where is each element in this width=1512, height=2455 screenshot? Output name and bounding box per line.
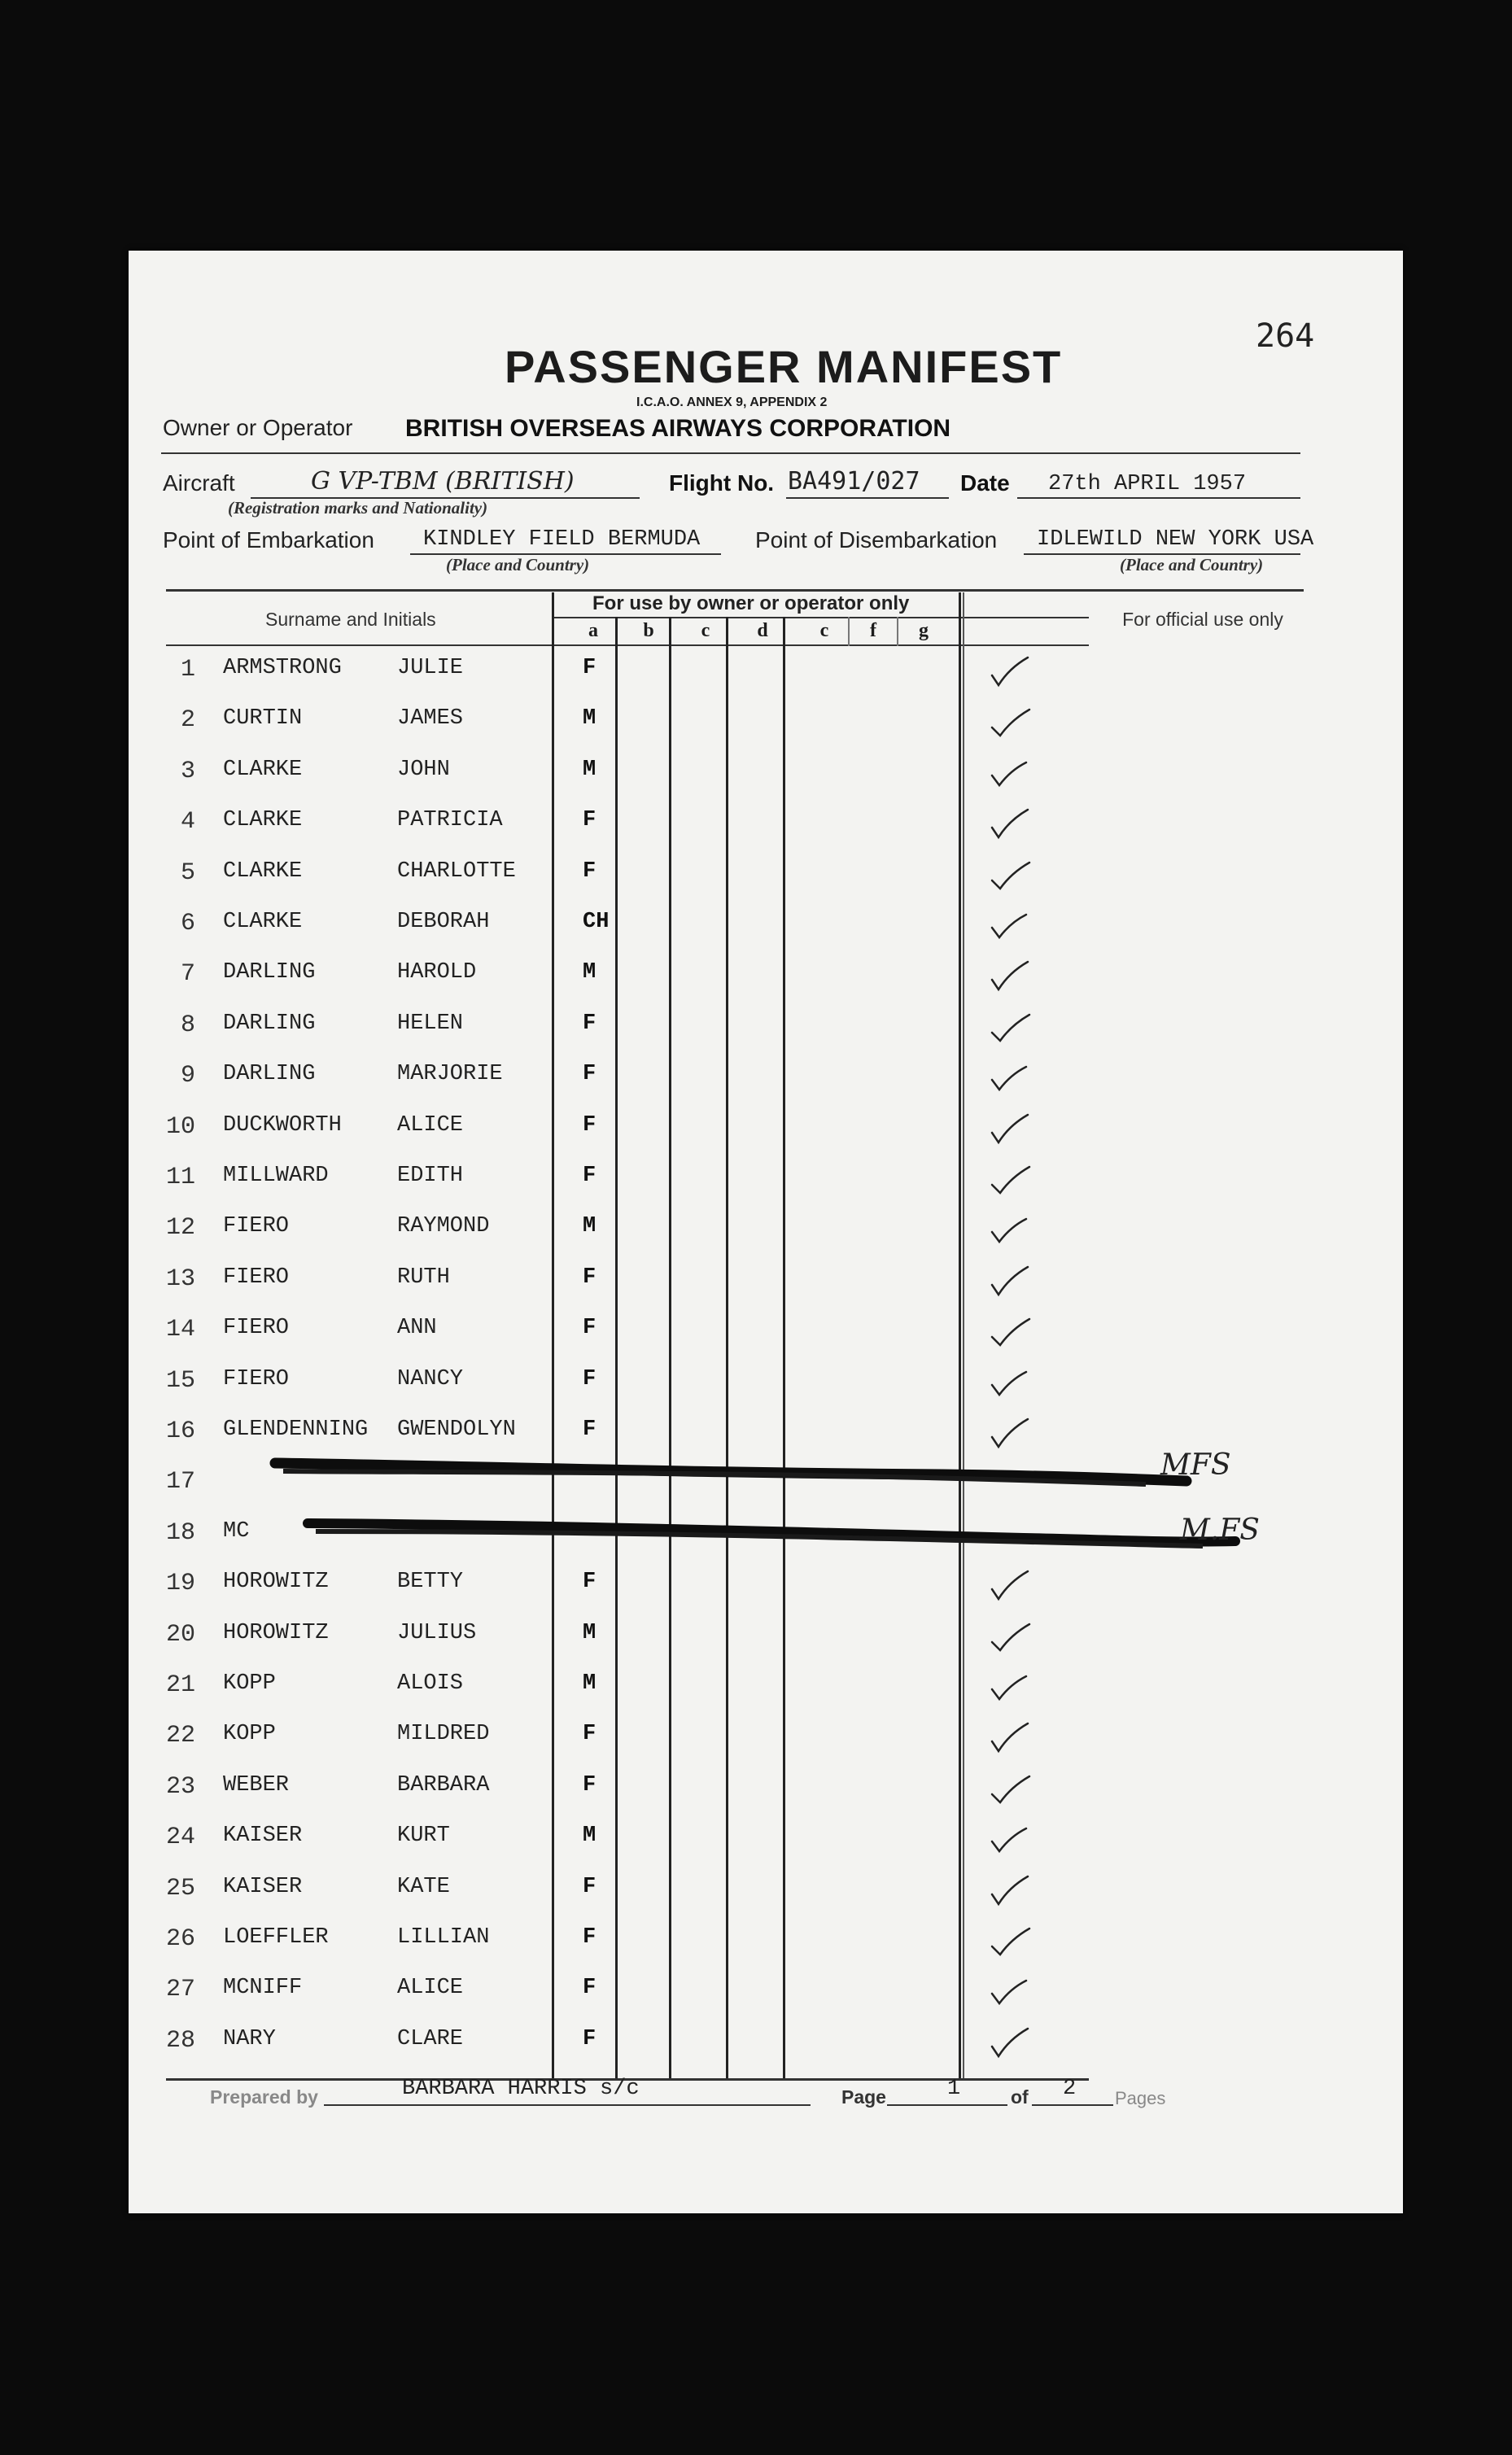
passenger-surname: DUCKWORTH bbox=[223, 1112, 342, 1138]
col-owner-header: For use by owner or operator only bbox=[592, 592, 910, 614]
passenger-number: 26 bbox=[165, 1925, 195, 1953]
aircraft-value: G VP-TBM (BRITISH) bbox=[311, 467, 575, 496]
passenger-given-name: MARJORIE bbox=[397, 1062, 503, 1087]
passenger-number: 24 bbox=[165, 1824, 195, 1852]
passenger-number: 12 bbox=[165, 1214, 195, 1243]
passenger-given-name: JAMES bbox=[397, 706, 464, 732]
passenger-surname: NARY bbox=[223, 2026, 276, 2051]
passenger-class-code: F bbox=[583, 1418, 596, 1442]
passenger-class-code: F bbox=[583, 1062, 596, 1087]
passenger-given-name: KATE bbox=[397, 1874, 450, 1899]
passenger-number: 8 bbox=[180, 1011, 195, 1039]
passenger-class-code: F bbox=[583, 1112, 596, 1138]
passenger-number: 15 bbox=[165, 1366, 195, 1395]
flight-label: Flight No. bbox=[669, 470, 775, 496]
passenger-given-name: PATRICIA bbox=[397, 808, 503, 833]
page-subtitle: I.C.A.O. ANNEX 9, APPENDIX 2 bbox=[636, 395, 828, 409]
passenger-number: 16 bbox=[165, 1418, 195, 1445]
col-name-header: Surname and Initials bbox=[265, 609, 436, 630]
passenger-class-code: F bbox=[583, 1772, 596, 1798]
passenger-number: 1 bbox=[180, 656, 195, 684]
passenger-given-name: RUTH bbox=[397, 1265, 450, 1290]
disembarkation-label: Point of Disembarkation bbox=[755, 527, 998, 553]
passenger-class-code: F bbox=[583, 1164, 596, 1188]
passenger-surname: DARLING bbox=[223, 960, 316, 985]
strike-initials-17: MFS bbox=[1160, 1448, 1231, 1482]
prepared-label: Prepared by bbox=[210, 2086, 318, 2108]
passenger-given-name: JULIUS bbox=[397, 1620, 477, 1645]
disembarkation-note: (Place and Country) bbox=[1120, 555, 1264, 574]
passenger-given-name: CLARE bbox=[397, 2026, 464, 2051]
operator-value: BRITISH OVERSEAS AIRWAYS CORPORATION bbox=[405, 415, 951, 442]
sub-col-f: f bbox=[870, 620, 876, 641]
pages-label: Pages bbox=[1115, 2088, 1166, 2108]
aircraft-note: (Registration marks and Nationality) bbox=[228, 498, 488, 518]
passenger-given-name: KURT bbox=[397, 1824, 450, 1849]
passenger-class-code: M bbox=[583, 960, 596, 985]
passenger-surname: FIERO bbox=[223, 1366, 290, 1391]
passenger-number: 28 bbox=[165, 2026, 195, 2055]
passenger-surname: LOEFFLER bbox=[223, 1925, 329, 1950]
passenger-number: 21 bbox=[165, 1671, 195, 1699]
passenger-class-code: F bbox=[583, 1265, 596, 1290]
passenger-number: 23 bbox=[165, 1772, 195, 1801]
passenger-given-name: CHARLOTTE bbox=[397, 858, 516, 884]
passenger-class-code: CH bbox=[583, 910, 610, 934]
embarkation-note: (Place and Country) bbox=[446, 555, 590, 574]
page-number: 264 bbox=[1256, 317, 1315, 355]
operator-label: Owner or Operator bbox=[163, 415, 353, 440]
passenger-class-code: M bbox=[583, 1671, 596, 1696]
passenger-number: 2 bbox=[180, 706, 195, 735]
passenger-surname: MC bbox=[223, 1518, 250, 1544]
passenger-surname: KAISER bbox=[223, 1874, 303, 1899]
page-label: Page bbox=[841, 2086, 886, 2108]
passenger-class-code: F bbox=[583, 656, 596, 680]
passenger-surname: DARLING bbox=[223, 1062, 316, 1087]
passenger-given-name: JULIE bbox=[397, 656, 464, 680]
passenger-number: 10 bbox=[165, 1112, 195, 1141]
date-label: Date bbox=[960, 470, 1010, 496]
disembarkation-value: IDLEWILD NEW YORK USA bbox=[1037, 527, 1314, 552]
embarkation-value: KINDLEY FIELD BERMUDA bbox=[423, 527, 701, 552]
of-underline bbox=[1032, 2104, 1113, 2106]
passenger-class-code: F bbox=[583, 808, 596, 833]
passenger-given-name: EDITH bbox=[397, 1164, 464, 1188]
passenger-class-code: M bbox=[583, 1214, 596, 1239]
passenger-class-code: F bbox=[583, 1925, 596, 1950]
passenger-surname: KAISER bbox=[223, 1824, 303, 1849]
passenger-class-code: M bbox=[583, 706, 596, 732]
sub-col-c: c bbox=[701, 620, 710, 641]
date-value: 27th APRIL 1957 bbox=[1048, 472, 1247, 496]
passenger-surname: ARMSTRONG bbox=[223, 656, 342, 680]
passenger-surname: CURTIN bbox=[223, 706, 303, 732]
flight-value: BA491/027 bbox=[788, 467, 920, 496]
passenger-given-name: DEBORAH bbox=[397, 910, 490, 934]
passenger-surname: HOROWITZ bbox=[223, 1620, 329, 1645]
aircraft-label: Aircraft bbox=[163, 470, 235, 496]
page-value: 1 bbox=[947, 2077, 961, 2101]
passenger-surname: KOPP bbox=[223, 1722, 276, 1747]
page-title: PASSENGER MANIFEST bbox=[505, 341, 1063, 392]
of-value: 2 bbox=[1063, 2077, 1077, 2101]
passenger-class-code: M bbox=[583, 1824, 596, 1849]
passenger-surname: FIERO bbox=[223, 1214, 290, 1239]
passenger-number: 14 bbox=[165, 1316, 195, 1344]
sub-col-d: d bbox=[757, 620, 768, 641]
sub-col-b: b bbox=[643, 620, 654, 641]
strike-marks bbox=[129, 251, 1403, 2213]
passenger-number: 6 bbox=[180, 910, 195, 937]
page-underline bbox=[887, 2104, 1007, 2106]
passenger-given-name: JOHN bbox=[397, 757, 450, 782]
passenger-surname: GLENDENNING bbox=[223, 1418, 369, 1442]
sub-col-a: a bbox=[588, 620, 598, 641]
passenger-class-code: F bbox=[583, 2026, 596, 2051]
passenger-class-code: F bbox=[583, 1011, 596, 1036]
passenger-number: 7 bbox=[180, 960, 195, 989]
passenger-number: 13 bbox=[165, 1265, 195, 1293]
passenger-class-code: F bbox=[583, 1570, 596, 1595]
passenger-surname: KOPP bbox=[223, 1671, 276, 1696]
passenger-number: 25 bbox=[165, 1874, 195, 1902]
passenger-surname: CLARKE bbox=[223, 808, 303, 833]
passenger-class-code: F bbox=[583, 1722, 596, 1747]
passenger-class-code: M bbox=[583, 757, 596, 782]
passenger-surname: DARLING bbox=[223, 1011, 316, 1036]
strike-initials-18: M.FS bbox=[1180, 1514, 1260, 1547]
passenger-surname: FIERO bbox=[223, 1265, 290, 1290]
passenger-class-code: F bbox=[583, 858, 596, 884]
passenger-number: 4 bbox=[180, 808, 195, 837]
passenger-number: 3 bbox=[180, 757, 195, 785]
passenger-number: 18 bbox=[165, 1518, 195, 1547]
passenger-number: 5 bbox=[180, 858, 195, 887]
passenger-given-name: LILLIAN bbox=[397, 1925, 490, 1950]
passenger-number: 17 bbox=[165, 1468, 195, 1496]
prepared-underline bbox=[324, 2104, 811, 2106]
passenger-given-name: BARBARA bbox=[397, 1772, 490, 1798]
passenger-number: 27 bbox=[165, 1976, 195, 2004]
col-official-header: For official use only bbox=[1122, 609, 1283, 630]
passenger-class-code: F bbox=[583, 1366, 596, 1391]
passenger-number: 19 bbox=[165, 1570, 195, 1598]
passenger-surname: CLARKE bbox=[223, 858, 303, 884]
passenger-surname: CLARKE bbox=[223, 910, 303, 934]
passenger-class-code: F bbox=[583, 1316, 596, 1341]
passenger-given-name: RAYMOND bbox=[397, 1214, 490, 1239]
passenger-surname: MCNIFF bbox=[223, 1976, 303, 2001]
passenger-number: 20 bbox=[165, 1620, 195, 1649]
passenger-surname: MILLWARD bbox=[223, 1164, 329, 1188]
passenger-class-code: M bbox=[583, 1620, 596, 1645]
sub-col-e: c bbox=[819, 620, 829, 641]
prepared-value: BARBARA HARRIS s/c bbox=[402, 2077, 640, 2101]
passenger-given-name: ANN bbox=[397, 1316, 437, 1341]
passenger-surname: HOROWITZ bbox=[223, 1570, 329, 1595]
embarkation-label: Point of Embarkation bbox=[163, 527, 374, 553]
passenger-given-name: ALICE bbox=[397, 1112, 464, 1138]
sub-col-g: g bbox=[919, 620, 929, 641]
passenger-given-name: BETTY bbox=[397, 1570, 464, 1595]
passenger-surname: WEBER bbox=[223, 1772, 290, 1798]
passenger-given-name: NANCY bbox=[397, 1366, 464, 1391]
passenger-class-code: F bbox=[583, 1874, 596, 1899]
passenger-given-name: MILDRED bbox=[397, 1722, 490, 1747]
manifest-sheet bbox=[129, 251, 1403, 2213]
passenger-given-name: ALICE bbox=[397, 1976, 464, 2001]
passenger-number: 9 bbox=[180, 1062, 195, 1090]
passenger-surname: CLARKE bbox=[223, 757, 303, 782]
passenger-given-name: GWENDOLYN bbox=[397, 1418, 516, 1442]
passenger-number: 11 bbox=[165, 1164, 195, 1191]
passenger-given-name: ALOIS bbox=[397, 1671, 464, 1696]
passenger-given-name: HELEN bbox=[397, 1011, 464, 1036]
passenger-given-name: HAROLD bbox=[397, 960, 477, 985]
passenger-surname: FIERO bbox=[223, 1316, 290, 1341]
passenger-class-code: F bbox=[583, 1976, 596, 2001]
passenger-number: 22 bbox=[165, 1722, 195, 1750]
of-label: of bbox=[1011, 2086, 1029, 2108]
